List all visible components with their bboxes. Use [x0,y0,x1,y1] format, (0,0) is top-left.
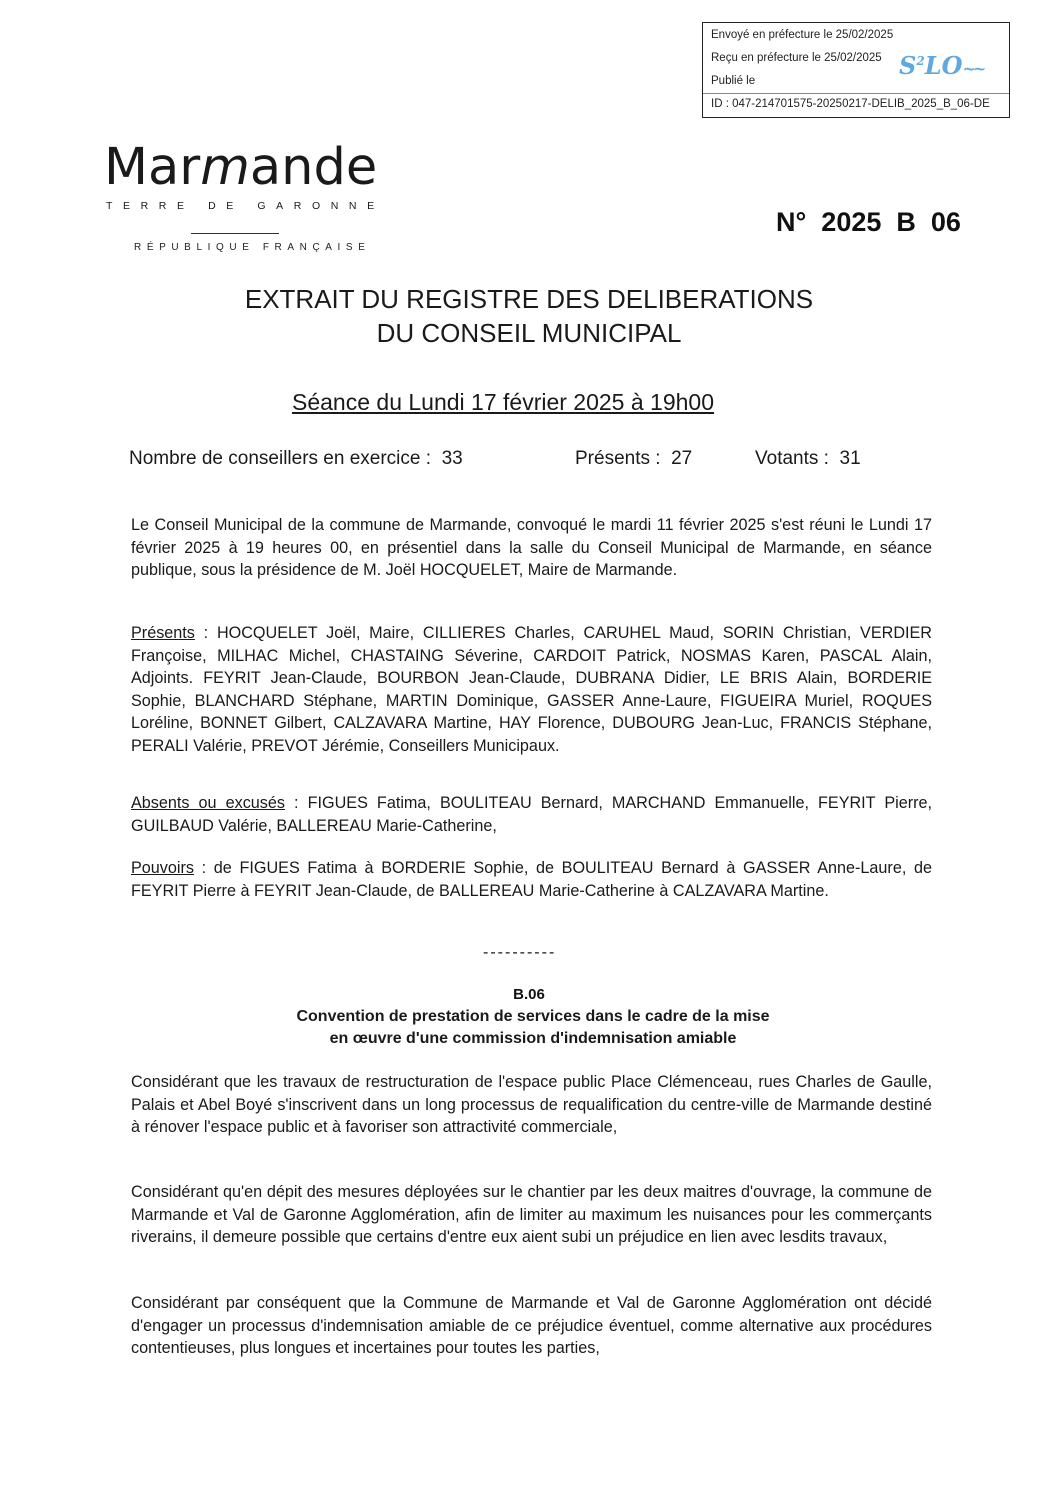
absents-paragraph [131,792,932,837]
count-presents: Présents : 27 [575,448,693,469]
marmande-logo [104,138,414,212]
document-title-line1: EXTRAIT DU REGISTRE DES DELIBERATIONS [244,284,814,314]
seance-date: Séance du Lundi 17 février 2025 à 19h00 [292,389,714,415]
considerant-paragraph-1: Considérant que les travaux de restructuration de l'espace public Place Clémenceau, rues Charles de Gaulle, Palais et Abel Boyé s'inscrivent dans un long processus de requalification du centre-ville de Marmande destiné à rénover l'espace public et à favoriser son attractivité commerciale, [131,1073,932,1136]
stamp-sent-date: Envoyé en préfecture le 25/02/2025 [711,29,894,41]
count-exercice: Nombre de conseillers en exercice : 33 [129,448,463,469]
deliberation-code: B.06 [513,986,545,1003]
s2lo-logo: $S^2LO\sim\sim$ [899,51,984,80]
republique-label: RÉPUBLIQUE FRANÇAISE [134,242,371,253]
deliberation-number: N° 2025 B 06 [776,207,961,237]
stamp-id: ID : 047-214701575-20250217-DELIB_2025_B_06-DE [711,98,990,110]
presents-list: : HOCQUELET Joël, Maire, CILLIERES Charles, CARUHEL Maud, SORIN Christian, VERDIER Françoise, MILHAC Michel, CHASTAING Séverine, CARDOIT Patrick, NOSMAS Karen, PASCAL Alain, Adjoints. FEYRIT Jean-Claude, BOURBON Jean-Claude, DUBRANA Didier, LE BRIS Alain, BORDERIE Sophie, BLANCHARD Stéphane, MARTIN Dominique, GASSER Anne-Laure, FIGUEIRA Muriel, ROQUES Loréline, BONNET Gilbert, CALZAVARA Martine, HAY Florence, DUBOURG Jean-Luc, FRANCIS Stéphane, PERALI Valérie, PREVOT Jérémie, Conseillers Municipaux. [131,624,932,755]
stamp-published: Publié le [711,75,756,87]
considerant-paragraph-2: Considérant qu'en dépit des mesures déployées sur le chantier par les deux maitres d'ouvrage, la commune de Marmande et Val de Garonne Agglomération, afin de limiter au maximum les nuisances pour les commerçants riverains, il demeure possible que certains d'entre eux aient subi un préjudice en lien avec lesdits travaux, [131,1183,932,1246]
header-rule [191,233,279,234]
presents-paragraph [131,622,932,757]
brand-name: Marmande [104,138,378,197]
subject-line1: Convention de prestation de services dans le cadre de la mise [296,1008,770,1025]
stamp-received-date: Reçu en préfecture le 25/02/2025 [711,52,882,64]
brand-tagline: TERRE DE GARONNE [106,200,385,212]
count-votants: Votants : 31 [755,448,861,469]
pouvoirs-paragraph [131,857,932,902]
pouvoirs-label: Pouvoirs [131,859,194,877]
stamp-divider [703,93,1009,94]
presents-label: Présents [131,624,195,642]
intro-paragraph: Le Conseil Municipal de la commune de Marmande, convoqué le mardi 11 février 2025 s'est réuni le Lundi 17 février 2025 à 19 heures 00, en présentiel dans la salle du Conseil Municipal de Marmande, en séance publique, sous la présidence de M. Joël HOCQUELET, Maire de Marmande. [131,516,932,579]
absents-list: : FIGUES Fatima, BOULITEAU Bernard, MARCHAND Emmanuelle, FEYRIT Pierre, GUILBAUD Valérie, BALLEREAU Marie-Catherine, [131,794,933,835]
prefecture-stamp [702,22,1010,118]
pouvoirs-list: : de FIGUES Fatima à BORDERIE Sophie, de BOULITEAU Bernard à GASSER Anne-Laure, de FEYRIT Pierre à FEYRIT Jean-Claude, de BALLEREAU Marie-Catherine à CALZAVARA Martine. [131,859,932,900]
absents-label: Absents ou excusés [131,794,285,812]
subject-line2: en œuvre d'une commission d'indemnisation amiable [329,1030,737,1047]
considerant-paragraph-3: Considérant par conséquent que la Commune de Marmande et Val de Garonne Agglomération ont décidé d'engager un processus d'indemnisation amiable de ce préjudice éventuel, comme alternative aux procédures contentieuses, plus longues et incertaines pour toutes les parties, [131,1294,932,1357]
section-separator: ---------- [483,944,557,961]
document-title-line2: DU CONSEIL MUNICIPAL [376,318,682,348]
